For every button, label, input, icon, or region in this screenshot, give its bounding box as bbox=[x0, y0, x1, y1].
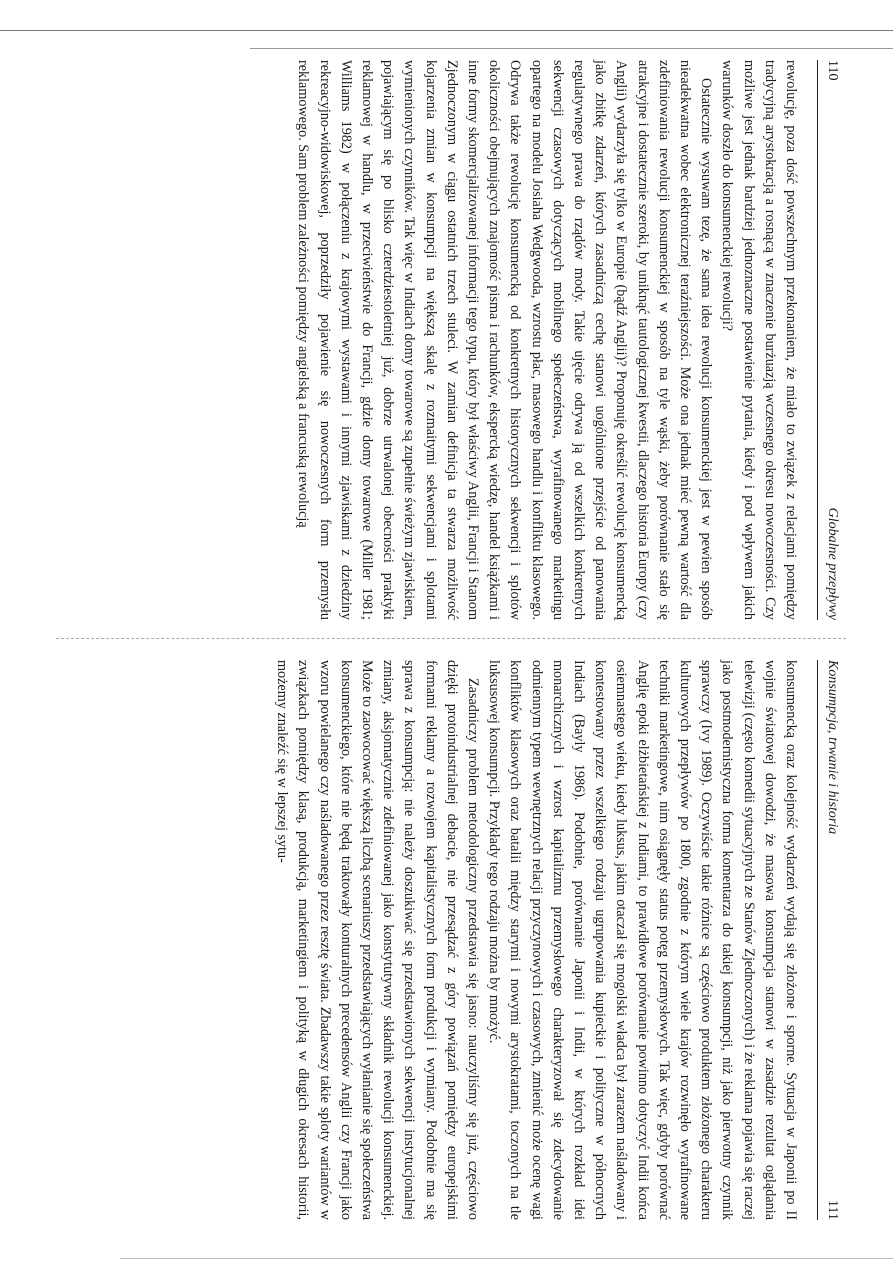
running-head-title: Globalne przepływy bbox=[825, 507, 840, 620]
page-body bbox=[271, 660, 801, 1220]
page-body bbox=[292, 60, 801, 620]
paragraph: konsumencką oraz kolejność wydarzeń wydają się złożone i sporne. Sytuacja w Japonii po II wojnie światowej dowodzi, że masowa konsumpcja stanowi w zasadzie rezultat oglądania telewizji (często komedii sytuacyjnych ze Stanów Zjednoczonych) i że reklama pojawia się raczej jako postmodernistyczna forma komentarza do takiej konsumpcji, niż jako pierwotny czynnik sprawczy (Ivy 1989). Oczywiście takie różnice są częściowo produktem złożonego charakteru kulturowych przepływów po 1800, zgodnie z którym wiele krajów rozwinęło wyrafinowane techniki marketingowe, nim osiągnęły status potęg przemysłowych. Tak więc, gdyby porównać Anglię epoki elżbietańskiej z Indiami, to prawidłowe porównanie powinno dotyczyć Indii końca osiemnastego wieku, kiedy luksus, jakim otaczał się mogolski władca był zarazem naśladowany i kontestowany przez wszelkiego rodzaju ugrupowania kupieckie i polityczne w północnych Indiach (Bayly 1986). Podobnie, porównanie Japonii i Indii, w których rozkład idei monarchicznych i wzrost kapitalizmu przemysłowego charakteryzował się zdecydowanie odmiennym typem wewnętrznych relacji przyczynowych i czasowych, zmienić może ocenę wagi konfliktów klasowych oraz batalii między starymi i nowymi arystokratami, toczonych na tle luksusowej konsumpcji. Przykłady tego rodzaju można by mnożyć. bbox=[486, 660, 799, 1220]
running-head-title: Konsumpcja, trwanie i historia bbox=[825, 660, 840, 835]
scan-edge-line bbox=[120, 1258, 893, 1259]
paragraph: Ostatecznie wysuwam tezę, że sama idea rewolucji konsumenckiej jest w pewien sposób nieadekwatna wobec elektronicznej teraźniejszości. Może ona jednak mieć pewną wartość dla zdefiniowania rewolucji konsumenckiej w sposób na tyle wąski, żeby porównanie stało się atrakcyjne i dostatecznie szeroki, by uniknąć tautologicznej kwestii, dlaczego historia Europy (czy Anglii) wydarzyła się tylko w Europie (bądź Anglii)? Proponuję określić rewolucję konsumencką jako zbitkę zdarzeń, których zasadniczą cechę stanowi uogólnione przejście od panowania regulatywnego prawa do rządów mody. Takie ujęcie odrywa ją od wszelkich konkretnych sekwencji czasowych dotyczących mobilnego społeczeństwa, wyrafinowanego marketingu opartego na modelu Josiaha Wedgwooda, wzrostu płac, masowego handlu i konfliktu klasowego. Odrywa także rewolucję konsumencką od konkretnych historycznych sekwencji i splotów okoliczności obejmujących znajomość pisma i rachunków, ekspercką wiedzę, handel książkami i inne formy skomercjalizowanej informacji tego typu, który był właściwy Anglii, Francji i Stanom Zjednoczonym w ciągu ostatnich trzech stuleci. W zamian definicja ta stwarza możliwość kojarzenia zmian w konsumpcji na większą skalę z rozmaitymi sekwencjami i splotami wymienionych czynników. Tak więc w Indiach domy towarowe są zupełnie świeżym zjawiskiem, pojawiającym się po blisko czterdziestoletniej już, dobrze utrwalonej obecności praktyki reklamowej w handlu, w przeciwieństwie do Francji, gdzie domy towarowe (Miller 1981; Williams 1982) w połączeniu z krajowymi wystawami i innymi zjawiskami z dziedziny rekreacyjno-widowiskowej, poprzedziły pojawienie się nowoczesnych form przemysłu reklamowego. Sam problem zależności pomiędzy angielską a francuską rewolucją bbox=[295, 60, 715, 620]
paragraph: rewolucję, poza dość powszechnym przekonaniem, że miało to związek z relacjami pomiędzy tradycyjną arystokracją a rosnącą w znaczenie burżuazją wczesnego okresu nowoczesności. Czy możliwe jest jednak bardziej jednoznaczne postawienie pytania, kiedy i pod wpływem jakich warunków doszło do konsumenckiej rewolucji? bbox=[719, 60, 799, 620]
page-gutter bbox=[56, 638, 846, 640]
book-spread bbox=[56, 60, 846, 1240]
left-page bbox=[56, 60, 846, 620]
running-head bbox=[817, 660, 846, 1220]
scan-edge-line bbox=[250, 48, 893, 49]
scan-edge-line bbox=[0, 30, 893, 31]
page-number: 111 bbox=[825, 1200, 840, 1220]
page-number: 110 bbox=[825, 60, 840, 81]
running-head bbox=[817, 60, 846, 620]
right-page bbox=[56, 660, 846, 1220]
paragraph: Zasadniczy problem metodologiczny przedstawia się jasno: nauczyliśmy się już, częściowo dzięki protoindustrialnej debacie, nie przesądzać z góry powiązań pomiędzy europejskimi formami reklamy a rozwojem kapitalistycznych form produkcji i wymiany. Podobnie ma się sprawa z konsumpcją: nie należy doszukiwać się przedstawionych sekwencji instytucjonalnej zmiany, aksjomatycznie zdefiniowanej jako konstytutywny składnik rewolucji konsumenckiej. Może to zaowocować większą liczbą scenariuszy przedstawiających wyłanianie się społeczeństwa konsumenckiego, które nie będą traktowały konturalnych precedensów Anglii czy Francji jako wzoru powielanego czy naśladowanego przez resztę świata. Zbadawszy takie sploty wariantów w związkach pomiędzy klasą, produkcją, marketingiem i polityką w długich okresach historii, możemy znaleźć się w lepszej sytu- bbox=[274, 660, 481, 1220]
